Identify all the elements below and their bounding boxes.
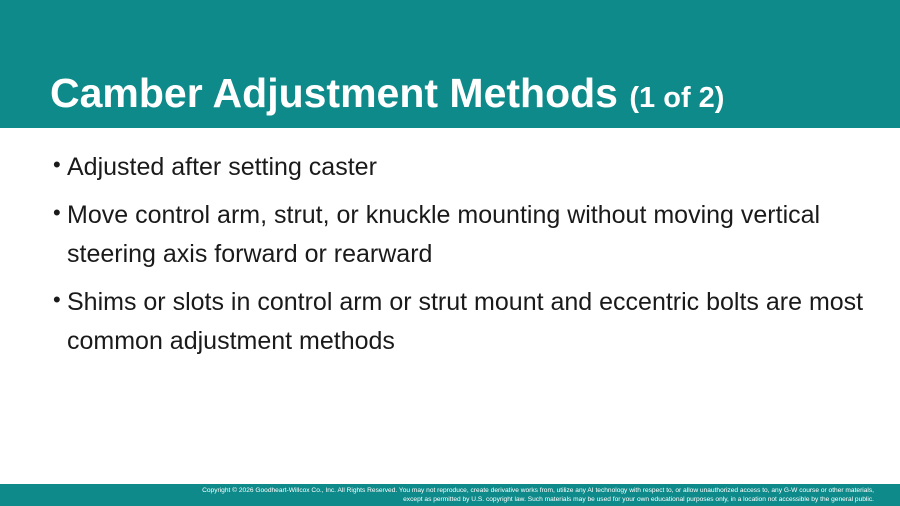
- copyright-line-2: except as permitted by U.S. copyright law. Such materials may be used for your own educational purposes only, in a location not accessible by the general public.: [403, 495, 874, 503]
- bullet-item: [53, 283, 883, 361]
- bullet-icon: •: [53, 152, 61, 177]
- slide-title: [50, 68, 724, 123]
- bullet-item: [53, 148, 883, 187]
- copyright-notice: [202, 487, 874, 504]
- bullet-text: Shims or slots in control arm or strut mount and eccentric bolts are most common adjustment methods: [67, 288, 864, 355]
- bullet-icon: •: [53, 287, 61, 312]
- title-bar: [0, 0, 900, 128]
- bullet-text: Adjusted after setting caster: [67, 153, 377, 181]
- bullet-list: [53, 148, 883, 370]
- copyright-line-1: Copyright © 2026 Goodheart-Willcox Co., Inc. All Rights Reserved. You may not reproduce, create derivative works from, utilize any AI technology with respect to, or allow unauthorized access to, any G-W course or other materials,: [202, 487, 874, 494]
- bullet-item: [53, 196, 883, 274]
- slide-title-main: Camber Adjustment Methods: [50, 70, 618, 116]
- bullet-icon: •: [53, 200, 61, 225]
- bullet-text: Move control arm, strut, or knuckle mounting without moving vertical steering axis forward or rearward: [67, 201, 821, 268]
- slide-title-suffix: (1 of 2): [629, 82, 725, 114]
- footer-bar: [0, 484, 900, 506]
